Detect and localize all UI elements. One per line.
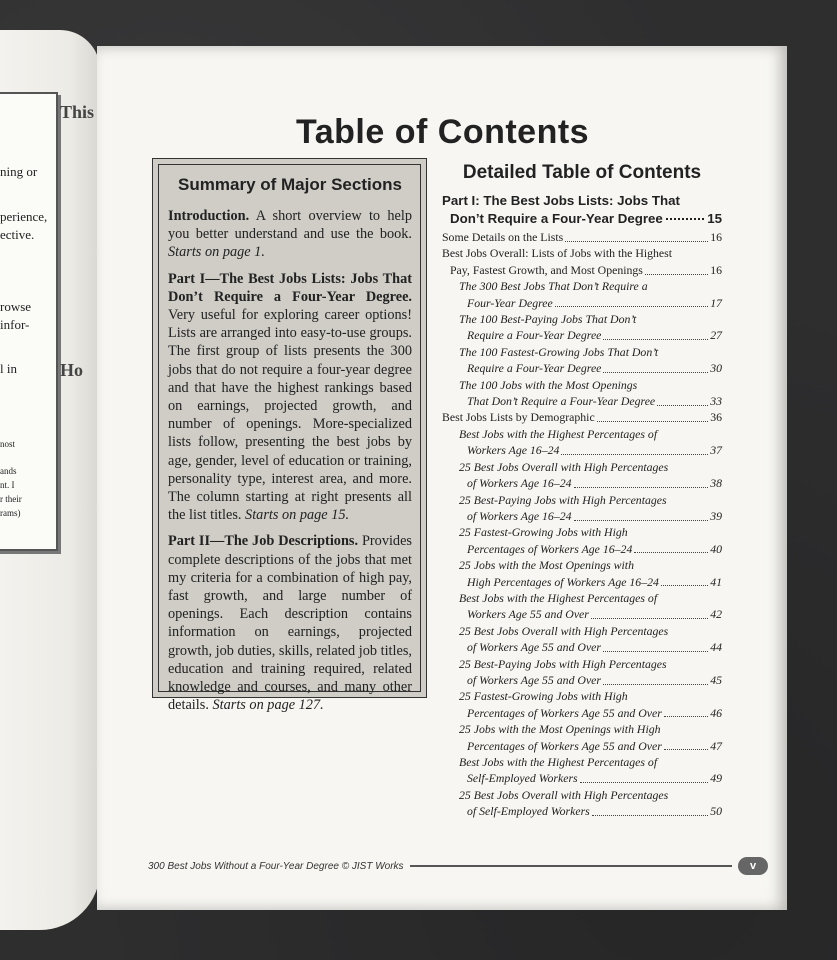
- toc-entry: Workers Age 55 and Over 42: [467, 607, 722, 622]
- summary-intro: Introduction. A short overview to help you better understand and use the book. Starts on page 1.: [168, 208, 412, 261]
- toc-entry-page: 41: [710, 574, 722, 589]
- toc-entry-page: 49: [710, 771, 722, 786]
- toc-entry-page: 36: [710, 410, 722, 425]
- footer-text: 300 Best Jobs Without a Four-Year Degree © JIST Works: [148, 860, 404, 872]
- toc-entry: The 100 Best-Paying Jobs That Don’t: [459, 312, 637, 327]
- toc-entry: Require a Four-Year Degree 27: [467, 328, 722, 343]
- toc-entry: 25 Best-Paying Jobs with High Percentages: [459, 492, 667, 507]
- toc-entry-page: 44: [710, 640, 722, 655]
- footer-rule: [410, 865, 732, 867]
- toc-entry-page: 37: [710, 443, 722, 458]
- toc-entry: Best Jobs Lists by Demographic 36: [442, 410, 722, 425]
- toc-entry: 25 Jobs with the Most Openings with High: [459, 722, 661, 737]
- toc-entry: 25 Fastest-Growing Jobs with High: [459, 525, 628, 540]
- page-title: Table of Contents: [296, 113, 590, 151]
- toc-entry: 25 Best Jobs Overall with High Percentages: [459, 623, 669, 638]
- toc-entry: 25 Jobs with the Most Openings with: [459, 558, 634, 573]
- toc-entry: High Percentages of Workers Age 16–24 41: [467, 574, 722, 589]
- toc-entry-page: 30: [710, 361, 722, 376]
- toc-entry-page: 46: [710, 705, 722, 720]
- toc-entry: Require a Four-Year Degree 30: [467, 361, 722, 376]
- toc-entry: of Workers Age 55 and Over 45: [467, 672, 722, 687]
- summary-part1: Part I—The Best Jobs Lists: Jobs That Don’t Require a Four-Year Degree. Very useful for exploring career options! Lists are arranged into easy-to-use groups. The first group of lists presents the 300 jobs that do not require a four-year degree and that have the highest rankings based on earnings, projected growth, and number of openings. More-specialized lists follow, presenting the best jobs by age, gender, level of education or training, personality type, interest area, and more. The column starting at right presents all the list titles. Starts on page 15.: [168, 270, 412, 524]
- detailed-toc: [442, 162, 722, 820]
- toc-entry-page: 42: [710, 607, 722, 622]
- toc-entry-page: 45: [710, 672, 722, 687]
- toc-entry-page: 38: [710, 476, 722, 491]
- left-page-boxed-note: [0, 92, 58, 551]
- toc-entry: Best Jobs Overall: Lists of Jobs with the Highest: [442, 246, 673, 261]
- toc-entry: Percentages of Workers Age 55 and Over 47: [467, 738, 722, 753]
- summary-part2: Part II—The Job Descriptions. Provides complete descriptions of the jobs that met my criteria for a combination of high pay, fast growth, and large number of openings. Each description contains information on earnings, projected growth, job duties, skills, related job titles, education and training required, related knowledge and courses, and many other details. Starts on page 127.: [168, 533, 412, 714]
- toc-entry-page: 33: [710, 394, 722, 409]
- toc-entry: of Workers Age 55 and Over 44: [467, 640, 722, 655]
- left-fragment: ands: [0, 466, 17, 476]
- toc-entry: That Don’t Require a Four-Year Degree 33: [467, 394, 722, 409]
- left-fragment: r their: [0, 494, 22, 504]
- page-number-badge: v: [738, 857, 768, 875]
- toc-entry: Percentages of Workers Age 55 and Over 46: [467, 705, 722, 720]
- left-page: [0, 30, 100, 930]
- toc-entry: The 100 Fastest-Growing Jobs That Don’t: [459, 344, 659, 359]
- left-fragment-heading: This: [60, 102, 95, 122]
- left-fragment: nost: [0, 439, 16, 449]
- toc-entry: 25 Best Jobs Overall with High Percentages: [459, 459, 669, 474]
- toc-entry-page: 40: [710, 541, 722, 556]
- toc-entry: The 100 Jobs with the Most Openings: [459, 377, 638, 392]
- toc-entry: Workers Age 16–24 37: [467, 443, 722, 458]
- left-fragment: nt. I: [0, 480, 15, 490]
- toc-entry: Pay, Fastest Growth, and Most Openings 16: [450, 262, 722, 277]
- toc-entry-page: 50: [710, 804, 722, 819]
- left-fragment: infor-: [0, 317, 30, 332]
- left-fragment: perience,: [0, 209, 48, 224]
- toc-entry-page: 16: [710, 262, 722, 277]
- toc-entry-page: 27: [710, 328, 722, 343]
- toc-entry: Best Jobs with the Highest Percentages of: [459, 426, 658, 441]
- toc-entry: Some Details on the Lists 16: [442, 230, 722, 244]
- left-fragment: rams): [0, 508, 21, 518]
- toc-entry: Four-Year Degree 17: [467, 295, 722, 310]
- toc-entry: 25 Best-Paying Jobs with High Percentages: [459, 656, 667, 671]
- toc-entry: Self-Employed Workers 49: [467, 771, 722, 786]
- toc-entry: 25 Fastest-Growing Jobs with High: [459, 689, 628, 704]
- toc-entry-page: 16: [710, 230, 722, 244]
- toc-entry-page: 17: [710, 295, 722, 310]
- toc-part1-title: Part I: The Best Jobs Lists: Jobs That Don’t Require a Four-Year Degree 15: [442, 193, 722, 226]
- toc-entry: 25 Best Jobs Overall with High Percentages: [459, 787, 669, 802]
- left-fragment: l in: [0, 361, 17, 376]
- toc-entry: of Workers Age 16–24 38: [467, 476, 722, 491]
- left-fragment: ective.: [0, 227, 35, 242]
- toc-entry-page: 47: [710, 738, 722, 753]
- toc-entry: of Workers Age 16–24 39: [467, 508, 722, 523]
- toc-entry-page: 39: [710, 508, 722, 523]
- toc-heading: Detailed Table of Contents: [462, 162, 702, 183]
- left-fragment: ning or: [0, 164, 38, 179]
- summary-box: [152, 158, 427, 714]
- left-fragment: rowse: [0, 299, 32, 314]
- summary-heading: Summary of Major Sections: [178, 175, 402, 194]
- toc-entry: Best Jobs with the Highest Percentages of: [459, 590, 658, 605]
- toc-entry: The 300 Best Jobs That Don’t Require a: [459, 279, 648, 294]
- toc-entries: [442, 229, 722, 820]
- toc-entry: Percentages of Workers Age 16–24 40: [467, 541, 722, 556]
- toc-entry: Best Jobs with the Highest Percentages of: [459, 755, 658, 769]
- toc-entry: of Self-Employed Workers 50: [467, 804, 722, 819]
- left-fragment-heading: Ho: [60, 360, 84, 380]
- page-footer: [148, 856, 768, 876]
